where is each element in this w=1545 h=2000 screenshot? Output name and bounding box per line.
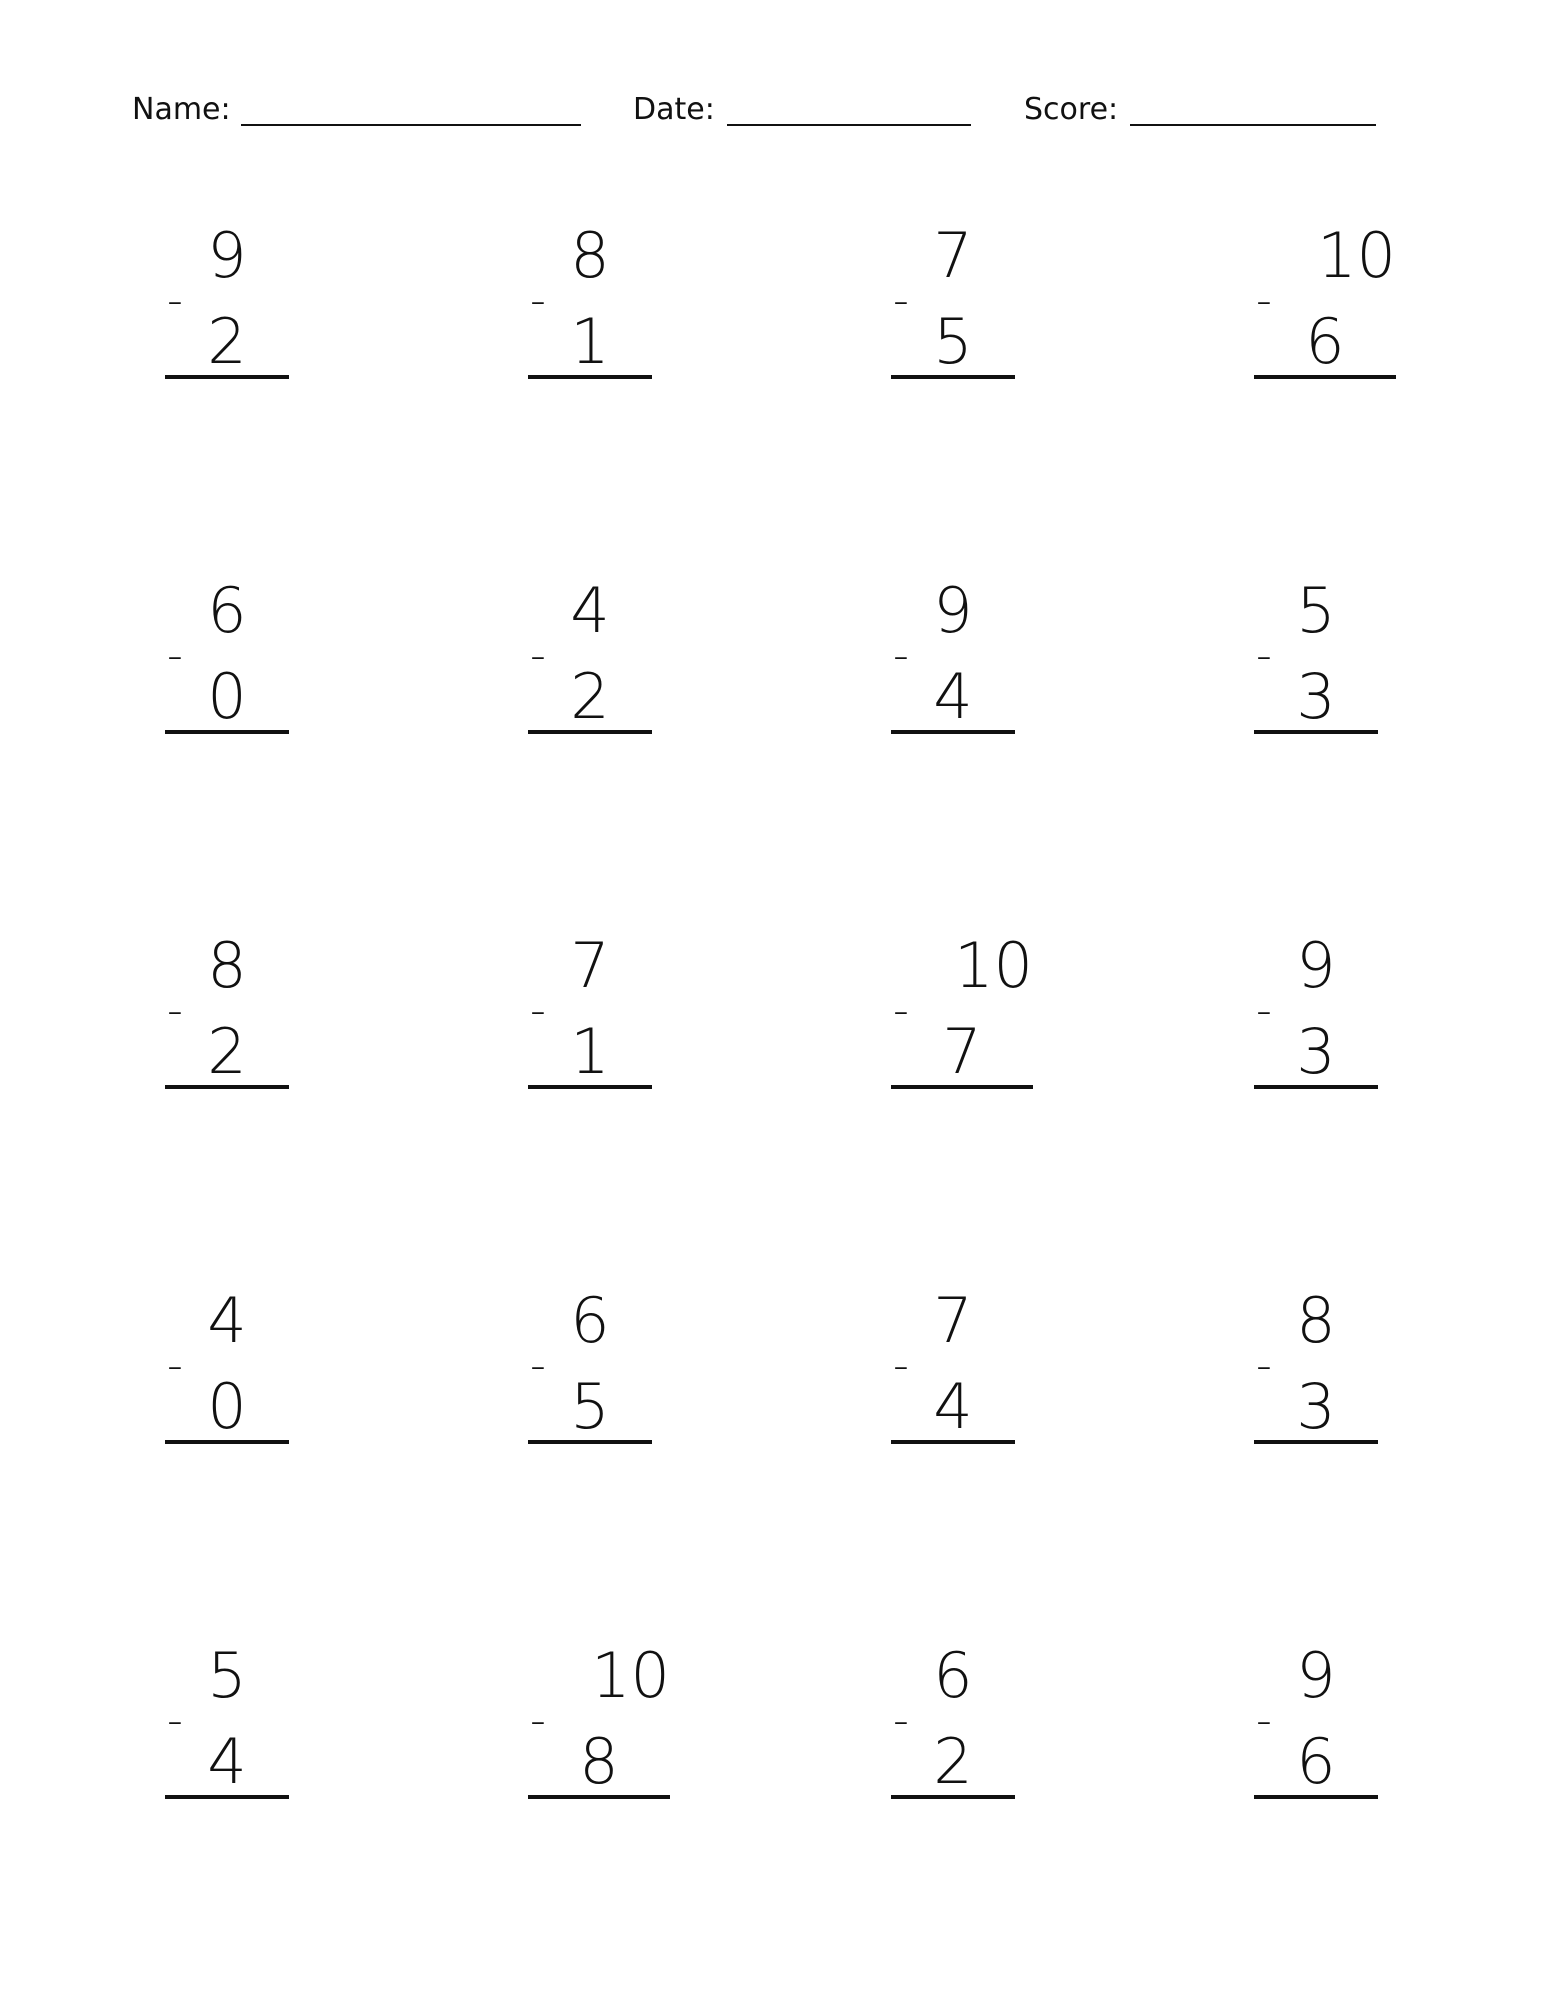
subtrahend: 3 xyxy=(1296,660,1336,733)
minus-sign: - xyxy=(530,985,546,1036)
subtrahend: 2 xyxy=(933,1725,973,1798)
subtrahend: 2 xyxy=(207,1015,247,1088)
date-label: Date: xyxy=(633,92,715,127)
minus-sign: - xyxy=(167,1340,183,1391)
subtrahend: 2 xyxy=(207,305,247,378)
date-blank[interactable] xyxy=(727,124,971,126)
subtraction-problem xyxy=(1254,925,1545,1145)
minuend: 6 xyxy=(570,1284,610,1357)
minus-sign: - xyxy=(893,275,909,326)
subtrahend: 1 xyxy=(570,1015,610,1088)
minus-sign: - xyxy=(530,1695,546,1746)
minuend: 10 xyxy=(591,1639,670,1712)
minuend: 8 xyxy=(570,219,610,292)
minuend: 7 xyxy=(933,1284,973,1357)
answer-line[interactable] xyxy=(1254,375,1396,379)
minuend: 7 xyxy=(570,929,610,1002)
subtrahend: 6 xyxy=(1305,305,1345,378)
subtrahend: 4 xyxy=(933,1370,973,1443)
subtraction-problem xyxy=(165,215,465,435)
subtrahend: 0 xyxy=(207,1370,247,1443)
subtrahend: 2 xyxy=(570,660,610,733)
minuend: 8 xyxy=(1296,1284,1336,1357)
subtrahend: 3 xyxy=(1296,1370,1336,1443)
answer-line[interactable] xyxy=(1254,1795,1378,1799)
subtrahend: 1 xyxy=(570,305,610,378)
minus-sign: - xyxy=(893,1695,909,1746)
minus-sign: - xyxy=(1256,630,1272,681)
answer-line[interactable] xyxy=(165,1440,289,1444)
score-blank[interactable] xyxy=(1130,124,1376,126)
subtraction-problem xyxy=(891,1280,1191,1500)
answer-line[interactable] xyxy=(891,1795,1015,1799)
subtraction-problem xyxy=(165,1280,465,1500)
answer-line[interactable] xyxy=(891,375,1015,379)
subtraction-problem xyxy=(165,1635,465,1855)
minuend: 9 xyxy=(207,219,247,292)
minus-sign: - xyxy=(530,630,546,681)
subtraction-problem xyxy=(1254,570,1545,790)
subtrahend: 6 xyxy=(1296,1725,1336,1798)
subtraction-problem xyxy=(1254,215,1545,435)
minuend: 9 xyxy=(1296,929,1336,1002)
subtraction-problem xyxy=(528,1635,828,1855)
minus-sign: - xyxy=(893,1340,909,1391)
subtrahend: 5 xyxy=(570,1370,610,1443)
subtraction-problem xyxy=(891,570,1191,790)
minuend: 4 xyxy=(570,574,610,647)
subtraction-problem xyxy=(165,925,465,1145)
minuend: 9 xyxy=(1296,1639,1336,1712)
subtraction-problem xyxy=(528,215,828,435)
minuend: 6 xyxy=(933,1639,973,1712)
minuend: 5 xyxy=(207,1639,247,1712)
minuend: 4 xyxy=(207,1284,247,1357)
name-field[interactable] xyxy=(132,92,231,128)
answer-line[interactable] xyxy=(165,1085,289,1089)
minus-sign: - xyxy=(530,275,546,326)
subtrahend: 8 xyxy=(579,1725,619,1798)
subtrahend: 4 xyxy=(933,660,973,733)
minuend: 9 xyxy=(933,574,973,647)
subtraction-problem xyxy=(891,215,1191,435)
subtrahend: 3 xyxy=(1296,1015,1336,1088)
subtraction-problem xyxy=(1254,1635,1545,1855)
name-label: Name: xyxy=(132,92,231,127)
minuend: 7 xyxy=(933,219,973,292)
answer-line[interactable] xyxy=(1254,730,1378,734)
answer-line[interactable] xyxy=(165,730,289,734)
answer-line[interactable] xyxy=(528,1795,670,1799)
minuend: 10 xyxy=(1317,219,1396,292)
subtraction-problem xyxy=(165,570,465,790)
subtrahend: 7 xyxy=(942,1015,982,1088)
subtraction-problem xyxy=(528,925,828,1145)
subtraction-problem xyxy=(528,570,828,790)
subtraction-problem xyxy=(528,1280,828,1500)
subtraction-problem xyxy=(1254,1280,1545,1500)
score-label: Score: xyxy=(1024,92,1119,127)
date-field[interactable] xyxy=(633,92,715,128)
answer-line[interactable] xyxy=(891,730,1015,734)
minus-sign: - xyxy=(1256,985,1272,1036)
answer-line[interactable] xyxy=(891,1085,1033,1089)
subtrahend: 4 xyxy=(207,1725,247,1798)
minus-sign: - xyxy=(1256,275,1272,326)
score-field[interactable] xyxy=(1024,92,1118,128)
answer-line[interactable] xyxy=(1254,1085,1378,1089)
minus-sign: - xyxy=(893,985,909,1036)
subtraction-problem xyxy=(891,925,1191,1145)
minus-sign: - xyxy=(167,630,183,681)
answer-line[interactable] xyxy=(891,1440,1015,1444)
answer-line[interactable] xyxy=(1254,1440,1378,1444)
minus-sign: - xyxy=(893,630,909,681)
subtrahend: 5 xyxy=(933,305,973,378)
minus-sign: - xyxy=(167,1695,183,1746)
subtrahend: 0 xyxy=(207,660,247,733)
minus-sign: - xyxy=(167,275,183,326)
minus-sign: - xyxy=(167,985,183,1036)
minuend: 6 xyxy=(207,574,247,647)
minuend: 5 xyxy=(1296,574,1336,647)
answer-line[interactable] xyxy=(528,730,652,734)
name-blank[interactable] xyxy=(241,124,581,126)
answer-line[interactable] xyxy=(528,1440,652,1444)
subtraction-problem xyxy=(891,1635,1191,1855)
answer-line[interactable] xyxy=(528,1085,652,1089)
minuend: 8 xyxy=(207,929,247,1002)
minuend: 10 xyxy=(954,929,1033,1002)
answer-line[interactable] xyxy=(165,1795,289,1799)
answer-line[interactable] xyxy=(165,375,289,379)
minus-sign: - xyxy=(1256,1340,1272,1391)
answer-line[interactable] xyxy=(528,375,652,379)
minus-sign: - xyxy=(1256,1695,1272,1746)
minus-sign: - xyxy=(530,1340,546,1391)
